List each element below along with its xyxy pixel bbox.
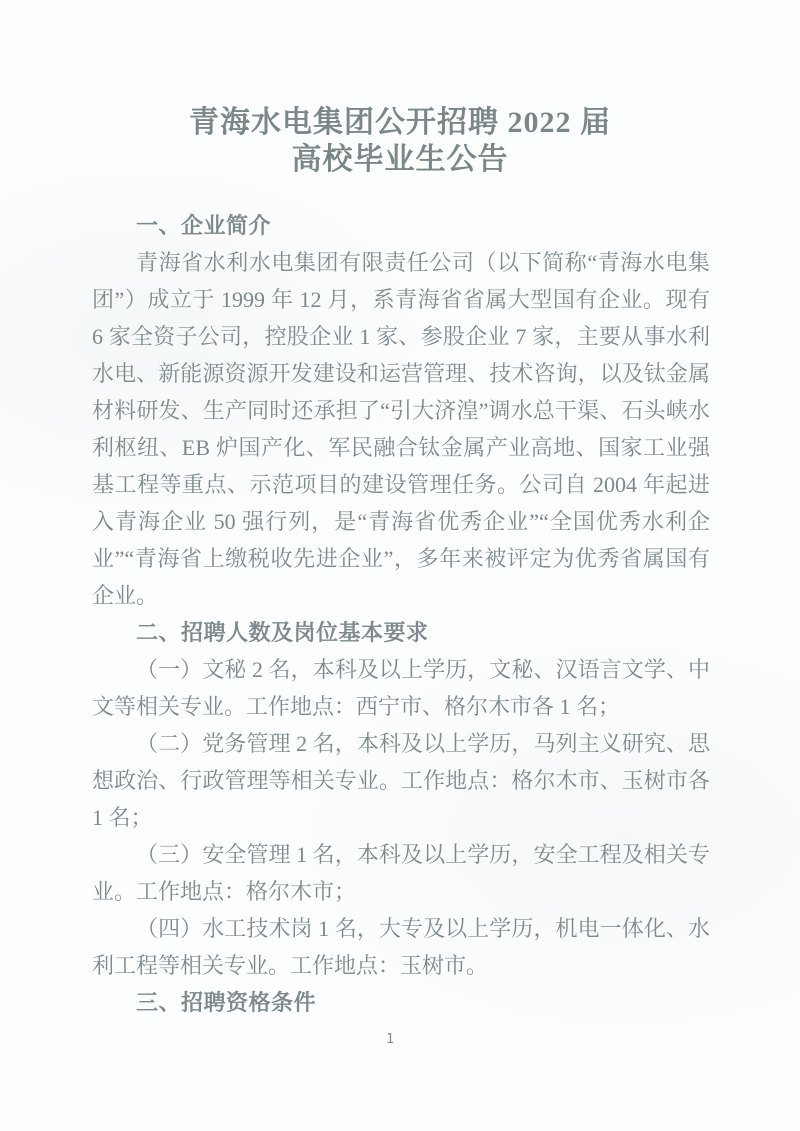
section-heading-recruitment-positions: 二、招聘人数及岗位基本要求 bbox=[136, 620, 429, 645]
document-title-line-1: 青海水电集团公开招聘 2022 届 bbox=[189, 106, 611, 139]
paragraph-company-intro: 青海省水利水电集团有限责任公司（以下简称“青海水电集团”）成立于 1999 年 12 月，系青海省省属大型国有企业。现有 6 家全资子公司，控股企业 1 家、参股企业 7 家，主要从事水利水电、新能源资源开发建设和运营管理、技术咨询，以及钛金属材料研发、生产同时还承担了“引大济湟”调水总干渠、石头峡水利枢纽、EB 炉国产化、军民融合钛金属产业高地、国家工业强基工程等重点、示范项目的建设管理任务。公司自 2004 年起进入青海企业 50 强行列，是“青海省优秀企业”“全国优秀水利企业”“青海省上缴税收先进企业”，多年来被评定为优秀省属国有企业。 bbox=[92, 250, 710, 608]
paragraph-position-hydraulic-technology: （四）水工技术岗 1 名，大专及以上学历，机电一体化、水利工程等相关专业。工作地点：玉树市。 bbox=[92, 916, 710, 978]
section-heading-company-intro: 一、企业简介 bbox=[136, 213, 272, 238]
document-body bbox=[92, 207, 710, 1021]
paragraph-position-secretary: （一）文秘 2 名，本科及以上学历，文秘、汉语言文学、中文等相关专业。工作地点：西宁市、格尔木市各 1 名； bbox=[92, 657, 710, 719]
document-title bbox=[0, 0, 800, 178]
paragraph-position-party-affairs: （二）党务管理 2 名，本科及以上学历，马列主义研究、思想政治、行政管理等相关专业。工作地点：格尔木市、玉树市各 1 名； bbox=[92, 731, 710, 830]
document-title-line-2: 高校毕业生公告 bbox=[291, 143, 509, 176]
paragraph-position-safety-management: （三）安全管理 1 名，本科及以上学历，安全工程及相关专业。工作地点：格尔木市； bbox=[92, 842, 710, 904]
section-heading-qualifications: 三、招聘资格条件 bbox=[136, 990, 317, 1015]
page-number: 1 bbox=[386, 1032, 394, 1047]
